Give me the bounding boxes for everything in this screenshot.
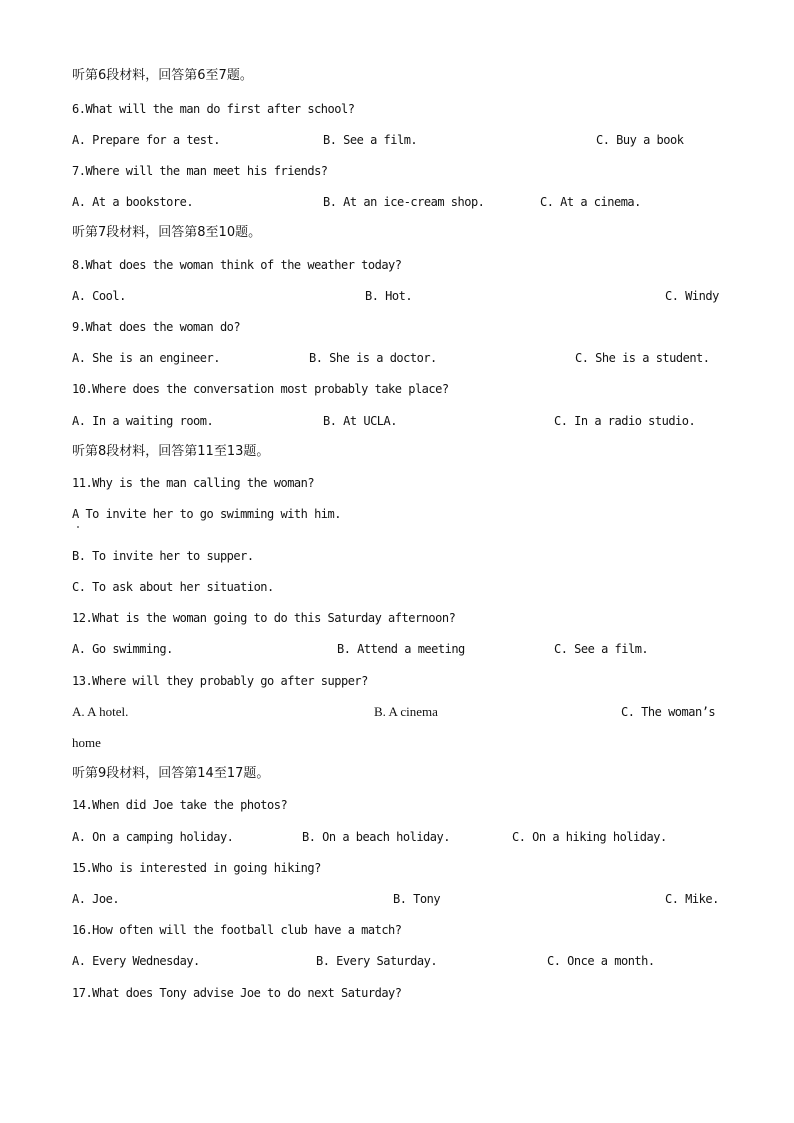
section-heading: 听第7段材料，回答第8至10题。 [72, 225, 262, 240]
q13-option-a: A. A hotel. [72, 704, 129, 719]
q14-option-b: B. On a beach holiday. [302, 830, 450, 844]
question-15: 15.Who is interested in going hiking? [72, 861, 321, 875]
question-13: 13.Where will they probably go after supper? [72, 674, 368, 688]
q8-option-c: C. Windy [665, 289, 719, 303]
q7-option-a: A. At a bookstore. [72, 195, 194, 209]
q13-option-c: C. The woman’s [621, 705, 716, 719]
q7-option-b: B. At an ice-cream shop. [323, 195, 485, 209]
section-heading: 听第9段材料，回答第14至17题。 [72, 766, 270, 781]
q15-option-a: A. Joe. [72, 892, 120, 906]
q13-option-c-continued: home [72, 735, 101, 750]
q10-option-a: A. In a waiting room. [72, 414, 214, 428]
q11-option-b: B. To invite her to supper. [72, 549, 254, 563]
q16-option-c: C. Once a month. [547, 954, 655, 968]
q6-option-a: A. Prepare for a test. [72, 133, 220, 147]
q16-option-a: A. Every Wednesday. [72, 954, 200, 968]
q12-option-a: A. Go swimming. [72, 642, 173, 656]
question-14: 14.When did Joe take the photos? [72, 798, 288, 812]
q16-option-b: B. Every Saturday. [316, 954, 438, 968]
q12-option-c: C. See a film. [554, 642, 649, 656]
q13-option-b: B. A cinema [374, 704, 438, 719]
q8-option-a: A. Cool. [72, 289, 126, 303]
q9-option-c: C. She is a student. [575, 351, 710, 365]
q15-option-b: B. Tony [393, 892, 441, 906]
q10-option-c: C. In a radio studio. [554, 414, 696, 428]
q15-option-c: C. Mike. [665, 892, 719, 906]
question-7: 7.Where will the man meet his friends? [72, 164, 328, 178]
stray-mark [77, 526, 79, 528]
q14-option-a: A. On a camping holiday. [72, 830, 234, 844]
q9-option-b: B. She is a doctor. [309, 351, 437, 365]
question-8: 8.What does the woman think of the weather today? [72, 258, 402, 272]
question-12: 12.What is the woman going to do this Saturday afternoon? [72, 611, 456, 625]
question-9: 9.What does the woman do? [72, 320, 241, 334]
q11-option-c: C. To ask about her situation. [72, 580, 274, 594]
q14-option-c: C. On a hiking holiday. [512, 830, 667, 844]
question-10: 10.Where does the conversation most probably take place? [72, 382, 449, 396]
section-heading: 听第8段材料，回答第11至13题。 [72, 444, 270, 459]
q11-option-a: A To invite her to go swimming with him. [72, 507, 341, 521]
q6-option-c: C. Buy a book [596, 133, 684, 147]
q7-option-c: C. At a cinema. [540, 195, 641, 209]
question-6: 6.What will the man do first after school? [72, 102, 355, 116]
question-11: 11.Why is the man calling the woman? [72, 476, 315, 490]
question-17: 17.What does Tony advise Joe to do next Saturday? [72, 986, 402, 1000]
q9-option-a: A. She is an engineer. [72, 351, 220, 365]
section-heading: 听第6段材料，回答第6至7题。 [72, 68, 253, 83]
q12-option-b: B. Attend a meeting [337, 642, 465, 656]
question-16: 16.How often will the football club have a match? [72, 923, 402, 937]
q8-option-b: B. Hot. [365, 289, 413, 303]
q6-option-b: B. See a film. [323, 133, 418, 147]
q10-option-b: B. At UCLA. [323, 414, 397, 428]
